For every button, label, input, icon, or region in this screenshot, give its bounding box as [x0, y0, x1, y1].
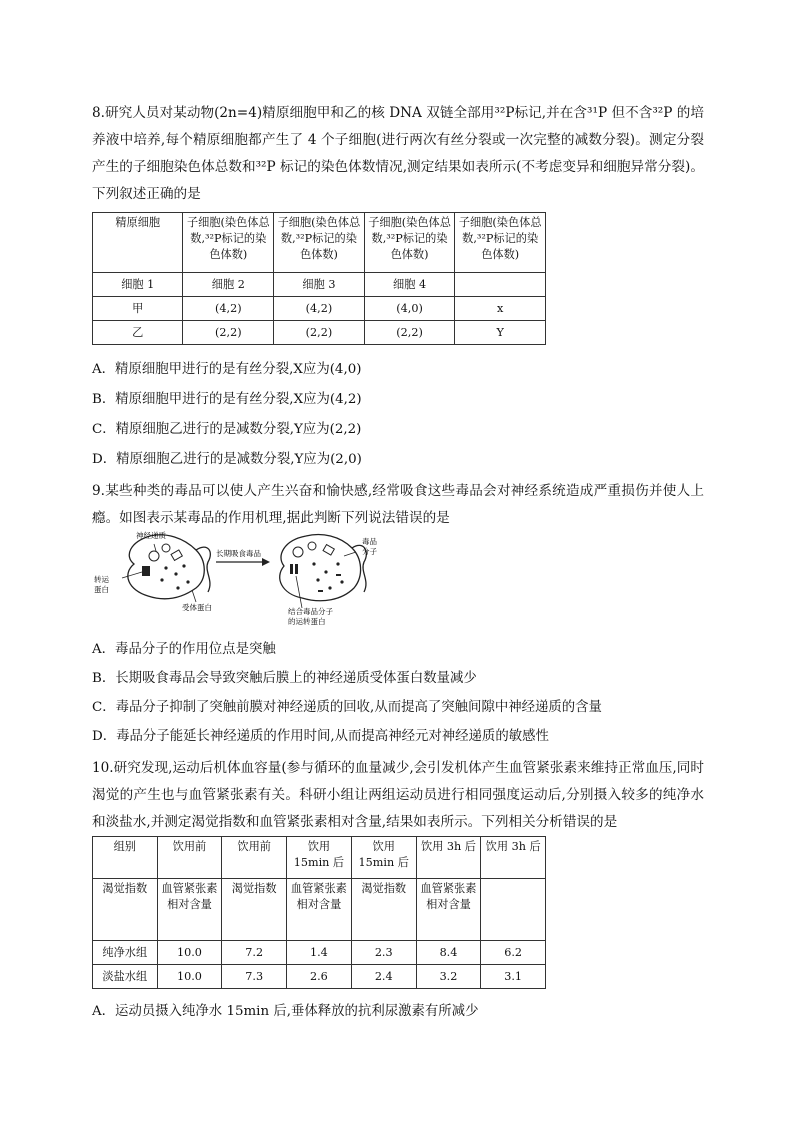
transporter-protein-icon — [290, 564, 293, 574]
q10-cell: 3.2 — [416, 965, 481, 989]
q8-cell: (2,2) — [364, 321, 455, 345]
q10-cell: 7.3 — [222, 965, 287, 989]
q10-subheader-cell: 渴觉指数 — [222, 879, 287, 941]
q10-cell: 6.2 — [481, 941, 546, 965]
label-bound-transporter: 结合毒品分子 — [288, 607, 333, 616]
q9-stem: 9.某些种类的毒品可以使人产生兴奋和愉快感,经常吸食这些毒品会对神经系统造成严重损伤并使人上瘾。如图表示某毒品的作用机理,据此判断下列说法错误的是 — [92, 483, 704, 526]
q8-option-c: C．精原细胞乙进行的是减数分裂,Y应为(2,2) — [92, 422, 362, 437]
q10-subheader-cell — [481, 879, 546, 941]
table-row — [93, 321, 546, 345]
q10-cell: 8.4 — [416, 941, 481, 965]
q8-header-cell: 子细胞(染色体总数,³²P标记的染色体数) — [364, 213, 455, 273]
q10-header-cell: 饮用 15min 后 — [287, 837, 352, 879]
q8-header-cell: 子细胞(染色体总数,³²P标记的染色体数) — [455, 213, 546, 273]
q8-header-cell: 子细胞(染色体总数,³²P标记的染色体数) — [274, 213, 365, 273]
q10-header-cell: 饮用 3h 后 — [481, 837, 546, 879]
q8-option-a: A．精原细胞甲进行的是有丝分裂,X应为(4,0) — [92, 362, 362, 377]
label-long-term: 长期吸食毒品 — [216, 549, 261, 558]
q8-cell: Y — [455, 321, 546, 345]
q8-table — [92, 212, 546, 345]
q9-option-b: B．长期吸食毒品会导致突触后膜上的神经递质受体蛋白数量减少 — [92, 671, 477, 686]
q10-table — [92, 836, 546, 989]
q8-cell: (4,2) — [183, 297, 274, 321]
q8-cell — [455, 273, 546, 297]
q8-cell: 细胞 1 — [93, 273, 183, 297]
q10-header-cell: 饮用 3h 后 — [416, 837, 481, 879]
q8-option-d: D．精原细胞乙进行的是减数分裂,Y应为(2,0) — [92, 452, 362, 467]
q10-cell: 2.3 — [351, 941, 416, 965]
q8-cell: (4,2) — [274, 297, 365, 321]
q8-cell: 细胞 3 — [274, 273, 365, 297]
q8-cell: 乙 — [93, 321, 183, 345]
q9-option-a: A．毒品分子的作用位点是突触 — [92, 642, 276, 657]
q10-cell: 3.1 — [481, 965, 546, 989]
q10-subheader-cell: 血管紧张素相对含量 — [157, 879, 222, 941]
q9-option-d: D．毒品分子能延长神经递质的作用时间,从而提高神经元对神经递质的敏感性 — [92, 729, 549, 744]
q8-cell: 细胞 4 — [364, 273, 455, 297]
q10-cell: 淡盐水组 — [93, 965, 158, 989]
q10-cell: 纯净水组 — [93, 941, 158, 965]
table-row — [93, 297, 546, 321]
q8-option-b: B．精原细胞甲进行的是有丝分裂,X应为(4,2) — [92, 392, 362, 407]
q8-cell: x — [455, 297, 546, 321]
svg-text:的运转蛋白: 的运转蛋白 — [288, 617, 326, 626]
q10-header-cell: 饮用前 — [157, 837, 222, 879]
label-drug: 毒品 — [362, 537, 377, 546]
q10-cell: 10.0 — [157, 941, 222, 965]
label-transporter: 转运 — [94, 575, 109, 584]
q10-cell: 2.4 — [351, 965, 416, 989]
table-row — [93, 941, 546, 965]
svg-text:蛋白: 蛋白 — [94, 585, 109, 594]
q9-option-c: C．毒品分子抑制了突触前膜对神经递质的回收,从而提高了突触间隙中神经递质的含量 — [92, 700, 602, 715]
q8-cell: (2,2) — [183, 321, 274, 345]
svg-text:分子: 分子 — [362, 547, 377, 556]
q10-cell: 1.4 — [287, 941, 352, 965]
q8-header-cell: 精原细胞 — [93, 213, 183, 273]
table-row — [93, 273, 546, 297]
q10-header-cell: 饮用前 — [222, 837, 287, 879]
q10-header-cell: 组别 — [93, 837, 158, 879]
q10-cell: 7.2 — [222, 941, 287, 965]
transporter-protein-icon — [142, 566, 150, 576]
q8-header-cell: 子细胞(染色体总数,³²P标记的染色体数) — [183, 213, 274, 273]
q10-subheader-cell: 渴觉指数 — [351, 879, 416, 941]
q10-stem: 10.研究发现,运动后机体血容量(参与循环的血量减少,会引发机体产生血管紧张素来维持正常血压,同时渴觉的产生也与血管紧张素有关。科研小组让两组运动员进行相同强度运动后,分别摄入较多的纯净水和淡盐水,并测定渴觉指数和血管紧张素相对含量,结果如表所示。下列相关分析错误的是 — [92, 760, 704, 830]
label-receptor: 受体蛋白 — [182, 603, 212, 612]
q10-subheader-cell: 血管紧张素相对含量 — [287, 879, 352, 941]
q8-cell: (4,0) — [364, 297, 455, 321]
q8-cell: 细胞 2 — [183, 273, 274, 297]
synapse-diagram — [92, 530, 398, 626]
q8-cell: (2,2) — [274, 321, 365, 345]
q10-header-cell: 饮用 15min 后 — [351, 837, 416, 879]
q10-cell: 10.0 — [157, 965, 222, 989]
q8-cell: 甲 — [93, 297, 183, 321]
table-row — [93, 965, 546, 989]
q10-option-a: A．运动员摄入纯净水 15min 后,垂体释放的抗利尿激素有所减少 — [92, 1004, 479, 1019]
q10-subheader-cell: 渴觉指数 — [93, 879, 158, 941]
label-neurotransmitter: 神经递质 — [136, 531, 166, 540]
q10-subheader-cell: 血管紧张素相对含量 — [416, 879, 481, 941]
q8-stem: 8.研究人员对某动物(2n=4)精原细胞甲和乙的核 DNA 双链全部用³²P标记,并在含³¹P 但不含³²P 的培养液中培养,每个精原细胞都产生了 4 个子细胞(进行两次有丝分裂或一次完整的减数分裂)。测定分裂产生的子细胞染色体总数和³²P 标记的染色体数情况,测定结果如表所示(不考虑变异和细胞异常分裂)。下列叙述正确的是 — [92, 105, 704, 202]
q10-cell: 2.6 — [287, 965, 352, 989]
